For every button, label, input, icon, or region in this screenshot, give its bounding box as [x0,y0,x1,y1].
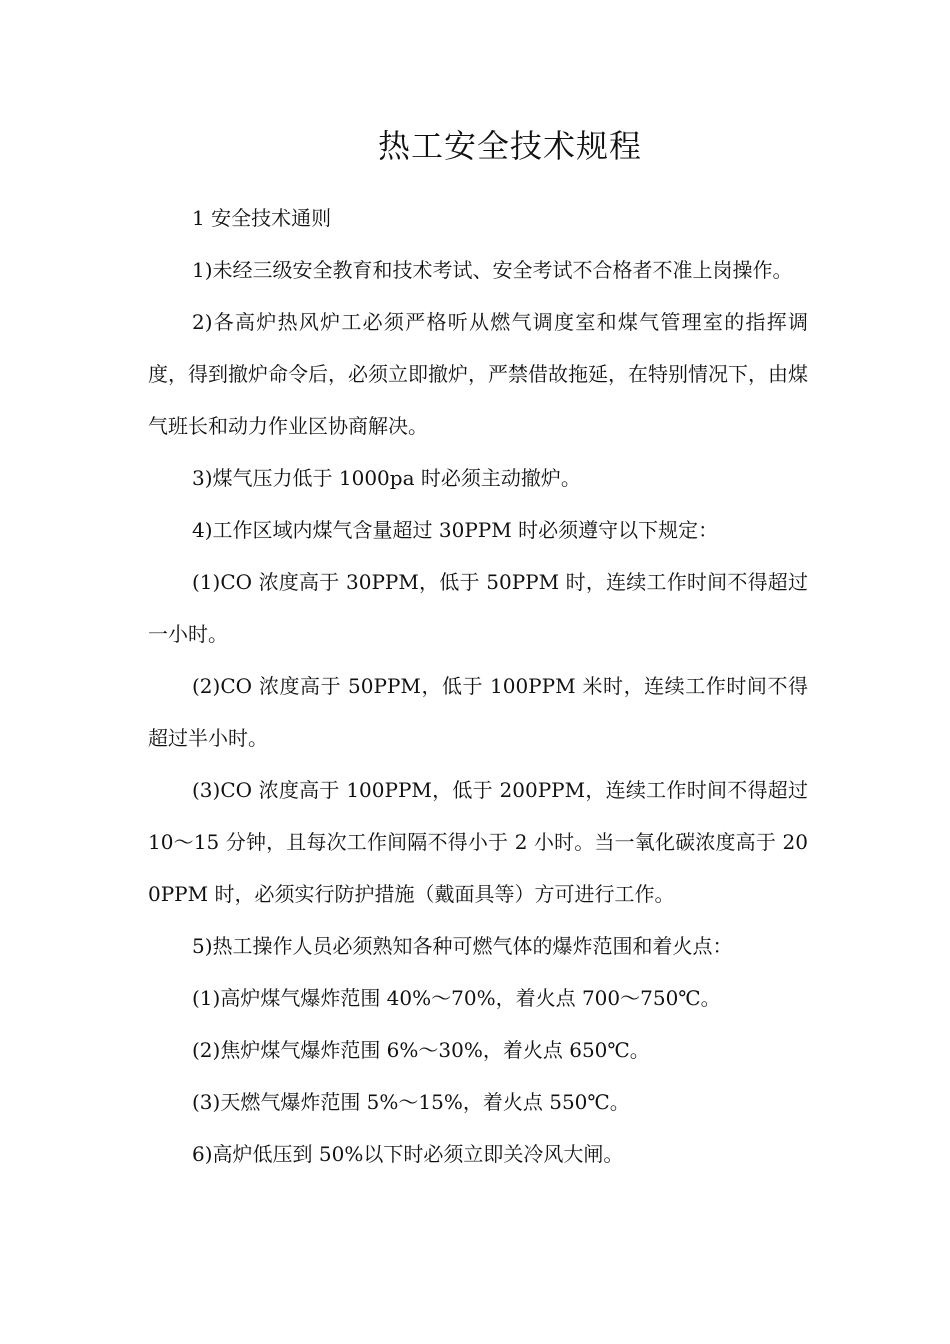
paragraph-general-rules: 1 安全技术通则 [192,206,332,230]
paragraph-rule-2: 2)各高炉热风炉工必须严格听从燃气调度室和煤气管理室的指挥调度，得到撤炉命令后，必须立即撤炉，严禁借故拖延，在特别情况下，由煤气班长和动力作业区协商解决。 [148,310,808,438]
paragraph-rule-4: 4)工作区域内煤气含量超过 30PPM 时必须遵守以下规定： [192,518,719,542]
paragraph-rule-5-3: (3)天燃气爆炸范围 5%～15%，着火点 550℃。 [192,1090,630,1114]
paragraph-rule-6: 6)高炉低压到 50%以下时必须立即关冷风大闸。 [192,1142,624,1166]
paragraph-rule-3: 3)煤气压力低于 1000pa 时必须主动撤炉。 [192,466,581,490]
document-title: 热工安全技术规程 [378,127,643,165]
paragraph-rule-1: 1)未经三级安全教育和技术考试、安全考试不合格者不准上岗操作。 [192,258,793,282]
paragraph-rule-4-2: (2)CO 浓度高于 50PPM，低于 100PPM 米时，连续工作时间不得超过半小时。 [148,674,808,750]
paragraph-rule-5-2: (2)焦炉煤气爆炸范围 6%～30%，着火点 650℃。 [192,1038,650,1062]
paragraph-rule-5-1: (1)高炉煤气爆炸范围 40%～70%，着火点 700～750℃。 [192,986,721,1010]
paragraph-rule-5: 5)热工操作人员必须熟知各种可燃气体的爆炸范围和着火点： [192,934,733,958]
document-content [148,118,808,1180]
document-body [148,192,808,1180]
paragraph-rule-4-3: (3)CO 浓度高于 100PPM，低于 200PPM，连续工作时间不得超过 10～15 分钟，且每次工作间隔不得小于 2 小时。当一氧化碳浓度高于 200PPM 时，必须实行防护措施（戴面具等）方可进行工作。 [148,778,808,906]
paragraph-rule-4-1: (1)CO 浓度高于 30PPM，低于 50PPM 时，连续工作时间不得超过一小时。 [148,570,808,646]
